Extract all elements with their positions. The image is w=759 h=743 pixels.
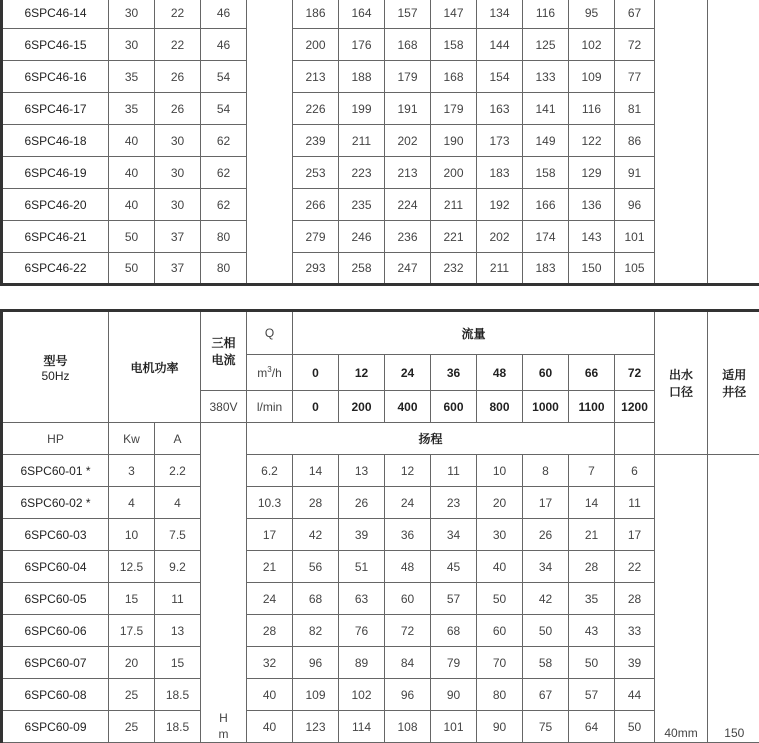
head-value-cell: 86 <box>615 125 655 157</box>
flow-lmin-cell: 1000 <box>523 391 569 423</box>
flow-lmin-cell: 200 <box>339 391 385 423</box>
table-row <box>2 189 759 221</box>
head-value-cell: 57 <box>569 679 615 711</box>
model-cell: 6SPC60-06 <box>2 615 109 647</box>
head-value-cell: 64 <box>569 711 615 743</box>
head-value-cell: 14 <box>293 455 339 487</box>
current-cell: 62 <box>201 189 247 221</box>
hp-cell: 20 <box>109 647 155 679</box>
well-diameter-value: 150 <box>708 455 759 743</box>
hp-cell: 50 <box>109 221 155 253</box>
kw-cell: 30 <box>155 125 201 157</box>
table-row <box>2 61 759 93</box>
head-value-cell: 109 <box>569 61 615 93</box>
flow-lmin-cell: 600 <box>431 391 477 423</box>
table-row <box>2 551 759 583</box>
flow-lmin-cell: 400 <box>385 391 431 423</box>
kw-cell: 18.5 <box>155 711 201 743</box>
head-value-cell: 213 <box>293 61 339 93</box>
hp-cell: 25 <box>109 711 155 743</box>
head-value-cell: 23 <box>431 487 477 519</box>
head-value-cell: 239 <box>293 125 339 157</box>
head-value-cell: 11 <box>615 487 655 519</box>
flow-m3h-cell: 60 <box>523 355 569 391</box>
head-value-cell: 50 <box>569 647 615 679</box>
hp-cell: 4 <box>109 487 155 519</box>
head-value-cell: 235 <box>339 189 385 221</box>
table-row <box>2 711 759 743</box>
head-value-cell: 10 <box>477 455 523 487</box>
head-value-cell: 183 <box>477 157 523 189</box>
current-cell: 24 <box>247 583 293 615</box>
head-value-cell: 28 <box>293 487 339 519</box>
head-value-cell: 173 <box>477 125 523 157</box>
model-cell: 6SPC46-21 <box>2 221 109 253</box>
head-value-cell: 134 <box>477 0 523 29</box>
head-value-cell: 211 <box>431 189 477 221</box>
head-value-cell: 7 <box>569 455 615 487</box>
head-value-cell: 266 <box>293 189 339 221</box>
voltage-label: 380V <box>201 391 247 423</box>
head-value-cell: 95 <box>569 0 615 29</box>
frequency-label: 50Hz <box>41 368 70 383</box>
model-cell: 6SPC46-17 <box>2 93 109 125</box>
head-value-cell: 84 <box>385 647 431 679</box>
kw-cell: 26 <box>155 61 201 93</box>
kw-cell: 9.2 <box>155 551 201 583</box>
flow-m3h-cell: 0 <box>293 355 339 391</box>
head-value-cell: 17 <box>615 519 655 551</box>
head-value-cell: 213 <box>385 157 431 189</box>
flow-header: 流量 <box>293 311 655 355</box>
head-value-cell: 51 <box>339 551 385 583</box>
head-value-cell: 174 <box>523 221 569 253</box>
hp-cell: 35 <box>109 61 155 93</box>
hp-cell: 40 <box>109 125 155 157</box>
flow-lmin-cell: 800 <box>477 391 523 423</box>
kw-cell: 4 <box>155 487 201 519</box>
head-value-cell: 60 <box>477 615 523 647</box>
head-value-cell: 81 <box>615 93 655 125</box>
hp-cell: 3 <box>109 455 155 487</box>
head-value-cell: 293 <box>293 253 339 285</box>
head-value-cell: 8 <box>523 455 569 487</box>
outlet-value: 40mm <box>655 455 708 743</box>
head-value-cell: 39 <box>615 647 655 679</box>
table-body <box>2 0 759 285</box>
flow-m3h-cell: 12 <box>339 355 385 391</box>
head-value-cell: 163 <box>477 93 523 125</box>
kw-header: Kw <box>109 423 155 455</box>
head-value-cell: 24 <box>385 487 431 519</box>
head-value-cell: 77 <box>615 61 655 93</box>
model-cell: 6SPC46-18 <box>2 125 109 157</box>
flow-m3h-cell: 24 <box>385 355 431 391</box>
outlet-label-line1: 出水 <box>669 368 694 382</box>
current-label-line1: 三相 <box>211 336 236 350</box>
pump-spec-table-6spc46 <box>0 0 759 286</box>
head-value-cell: 168 <box>385 29 431 61</box>
head-value-cell: 63 <box>339 583 385 615</box>
outlet-header <box>655 311 708 455</box>
kw-cell: 26 <box>155 93 201 125</box>
head-value-cell: 166 <box>523 189 569 221</box>
head-value-cell: 90 <box>431 679 477 711</box>
head-unit-h: H <box>219 711 228 725</box>
head-unit-m: m <box>218 727 229 741</box>
head-value-cell: 13 <box>339 455 385 487</box>
current-cell: 40 <box>247 711 293 743</box>
head-value-cell: 50 <box>477 583 523 615</box>
hp-cell: 40 <box>109 157 155 189</box>
hp-header: HP <box>2 423 109 455</box>
current-header <box>201 311 247 391</box>
well-label-line2: 井径 <box>722 385 747 399</box>
head-value-cell: 141 <box>523 93 569 125</box>
hp-cell: 30 <box>109 0 155 29</box>
head-value-cell: 133 <box>523 61 569 93</box>
current-label-line2: 电流 <box>211 353 236 367</box>
head-value-cell: 144 <box>477 29 523 61</box>
m3h-unit: $m^3/h$ <box>247 355 293 391</box>
model-cell: 6SPC60-04 <box>2 551 109 583</box>
head-value-cell: 226 <box>293 93 339 125</box>
model-cell: 6SPC46-19 <box>2 157 109 189</box>
head-value-cell: 221 <box>431 221 477 253</box>
head-value-cell: 33 <box>615 615 655 647</box>
kw-cell: 7.5 <box>155 519 201 551</box>
flow-m3h-cell: 36 <box>431 355 477 391</box>
head-value-cell: 50 <box>523 615 569 647</box>
current-cell: 54 <box>201 93 247 125</box>
table-row <box>2 29 759 61</box>
head-value-cell: 40 <box>477 551 523 583</box>
head-value-cell: 42 <box>523 583 569 615</box>
head-value-cell: 211 <box>477 253 523 285</box>
head-value-cell: 190 <box>431 125 477 157</box>
well-label-line1: 适用 <box>722 368 747 382</box>
head-value-cell: 200 <box>431 157 477 189</box>
head-value-cell: 202 <box>477 221 523 253</box>
table-row <box>2 647 759 679</box>
head-value-cell: 6 <box>615 455 655 487</box>
head-value-cell: 17 <box>523 487 569 519</box>
table-row <box>2 221 759 253</box>
current-cell: 17 <box>247 519 293 551</box>
head-value-cell: 279 <box>293 221 339 253</box>
head-value-cell: 186 <box>293 0 339 29</box>
table-row <box>2 0 759 29</box>
kw-cell: 22 <box>155 29 201 61</box>
hp-cell: 15 <box>109 583 155 615</box>
head-unit <box>201 423 247 743</box>
flow-lmin-cell: 1100 <box>569 391 615 423</box>
head-value-cell: 129 <box>569 157 615 189</box>
current-cell: 6.2 <box>247 455 293 487</box>
head-value-cell: 68 <box>293 583 339 615</box>
current-cell: 32 <box>247 647 293 679</box>
head-value-cell: 35 <box>569 583 615 615</box>
head-value-cell: 72 <box>615 29 655 61</box>
head-value-cell: 211 <box>339 125 385 157</box>
hp-cell: 35 <box>109 93 155 125</box>
head-value-cell: 188 <box>339 61 385 93</box>
kw-cell: 13 <box>155 615 201 647</box>
outlet-label-line2: 口径 <box>669 385 694 399</box>
head-value-cell: 202 <box>385 125 431 157</box>
head-value-cell: 58 <box>523 647 569 679</box>
kw-cell: 22 <box>155 0 201 29</box>
kw-cell: 11 <box>155 583 201 615</box>
model-cell: 6SPC60-01 * <box>2 455 109 487</box>
a-header: A <box>155 423 201 455</box>
well-diameter-cell <box>708 0 759 285</box>
head-value-cell: 154 <box>477 61 523 93</box>
head-value-cell: 105 <box>615 253 655 285</box>
head-value-cell: 183 <box>523 253 569 285</box>
hp-cell: 10 <box>109 519 155 551</box>
head-value-cell: 123 <box>293 711 339 743</box>
head-value-cell: 109 <box>293 679 339 711</box>
kw-cell: 18.5 <box>155 679 201 711</box>
head-value-cell: 82 <box>293 615 339 647</box>
head-value-cell: 179 <box>385 61 431 93</box>
current-cell: 40 <box>247 679 293 711</box>
head-value-cell: 147 <box>431 0 477 29</box>
head-value-cell: 48 <box>385 551 431 583</box>
head-value-cell: 34 <box>523 551 569 583</box>
head-value-cell: 75 <box>523 711 569 743</box>
head-value-cell: 11 <box>431 455 477 487</box>
head-value-cell: 34 <box>431 519 477 551</box>
model-cell: 6SPC60-07 <box>2 647 109 679</box>
head-value-cell: 168 <box>431 61 477 93</box>
head-value-cell: 199 <box>339 93 385 125</box>
head-value-cell: 76 <box>339 615 385 647</box>
flow-m3h-cell: 66 <box>569 355 615 391</box>
head-value-cell: 12 <box>385 455 431 487</box>
head-value-cell: 60 <box>385 583 431 615</box>
head-value-cell: 136 <box>569 189 615 221</box>
hp-cell: 25 <box>109 679 155 711</box>
head-value-cell: 125 <box>523 29 569 61</box>
flow-m3h-cell: 48 <box>477 355 523 391</box>
head-value-cell: 157 <box>385 0 431 29</box>
table-row <box>2 157 759 189</box>
head-header: 扬程 <box>247 423 615 455</box>
head-value-cell: 253 <box>293 157 339 189</box>
head-value-cell: 45 <box>431 551 477 583</box>
head-value-cell: 158 <box>431 29 477 61</box>
kw-cell: 37 <box>155 221 201 253</box>
head-value-cell: 67 <box>523 679 569 711</box>
current-cell: 28 <box>247 615 293 647</box>
table-row <box>2 583 759 615</box>
model-cell: 6SPC60-03 <box>2 519 109 551</box>
hp-cell: 17.5 <box>109 615 155 647</box>
current-cell: 46 <box>201 0 247 29</box>
kw-cell: 37 <box>155 253 201 285</box>
head-value-cell: 223 <box>339 157 385 189</box>
pump-spec-table-6spc60 <box>0 309 759 743</box>
model-header <box>2 311 109 423</box>
head-value-cell: 28 <box>569 551 615 583</box>
model-cell: 6SPC46-22 <box>2 253 109 285</box>
current-cell: 80 <box>201 221 247 253</box>
q-header: Q <box>247 311 293 355</box>
head-value-cell: 67 <box>615 0 655 29</box>
head-unit-cell <box>247 0 293 285</box>
head-value-cell: 164 <box>339 0 385 29</box>
model-label: 型号 <box>43 353 68 368</box>
head-value-cell: 22 <box>615 551 655 583</box>
head-value-cell: 116 <box>569 93 615 125</box>
head-value-cell: 57 <box>431 583 477 615</box>
head-value-cell: 158 <box>523 157 569 189</box>
table-body <box>2 311 759 743</box>
head-value-cell: 192 <box>477 189 523 221</box>
model-cell: 6SPC46-14 <box>2 0 109 29</box>
table-row <box>2 615 759 647</box>
head-value-cell: 30 <box>477 519 523 551</box>
table-row <box>2 487 759 519</box>
head-value-cell: 56 <box>293 551 339 583</box>
motor-power-header: 电机功率 <box>109 311 201 423</box>
head-value-cell: 36 <box>385 519 431 551</box>
head-value-cell: 101 <box>431 711 477 743</box>
model-cell: 6SPC60-05 <box>2 583 109 615</box>
head-value-cell: 224 <box>385 189 431 221</box>
lmin-unit: l/min <box>247 391 293 423</box>
head-value-cell: 68 <box>431 615 477 647</box>
model-cell: 6SPC46-15 <box>2 29 109 61</box>
table-row <box>2 253 759 285</box>
head-value-cell: 20 <box>477 487 523 519</box>
current-cell: 54 <box>201 61 247 93</box>
flow-m3h-cell: 72 <box>615 355 655 391</box>
head-value-cell: 79 <box>431 647 477 679</box>
head-value-cell: 50 <box>615 711 655 743</box>
current-cell: 80 <box>201 253 247 285</box>
head-value-cell: 258 <box>339 253 385 285</box>
kw-cell: 15 <box>155 647 201 679</box>
head-value-cell: 101 <box>615 221 655 253</box>
model-cell: 6SPC60-08 <box>2 679 109 711</box>
head-value-cell: 143 <box>569 221 615 253</box>
head-value-cell: 80 <box>477 679 523 711</box>
current-cell: 62 <box>201 125 247 157</box>
table-row <box>2 93 759 125</box>
hp-cell: 40 <box>109 189 155 221</box>
hp-cell: 12.5 <box>109 551 155 583</box>
head-value-cell: 70 <box>477 647 523 679</box>
head-value-cell: 102 <box>569 29 615 61</box>
head-value-cell: 96 <box>615 189 655 221</box>
head-value-cell: 116 <box>523 0 569 29</box>
head-value-cell: 72 <box>385 615 431 647</box>
flow-lmin-cell: 0 <box>293 391 339 423</box>
head-value-cell: 14 <box>569 487 615 519</box>
head-value-cell: 114 <box>339 711 385 743</box>
current-cell: 10.3 <box>247 487 293 519</box>
hp-cell: 30 <box>109 29 155 61</box>
model-cell: 6SPC46-20 <box>2 189 109 221</box>
well-diameter-header <box>708 311 759 455</box>
kw-cell: 30 <box>155 157 201 189</box>
head-value-cell: 122 <box>569 125 615 157</box>
kw-cell: 30 <box>155 189 201 221</box>
head-value-cell: 200 <box>293 29 339 61</box>
head-value-cell: 102 <box>339 679 385 711</box>
outlet-cell <box>655 0 708 285</box>
current-cell: 21 <box>247 551 293 583</box>
head-value-cell: 236 <box>385 221 431 253</box>
table-row <box>2 455 759 487</box>
head-value-cell: 90 <box>477 711 523 743</box>
head-value-cell: 247 <box>385 253 431 285</box>
head-value-cell: 96 <box>385 679 431 711</box>
head-value-cell: 89 <box>339 647 385 679</box>
head-value-cell: 44 <box>615 679 655 711</box>
kw-cell: 2.2 <box>155 455 201 487</box>
head-value-cell: 21 <box>569 519 615 551</box>
head-value-cell: 232 <box>431 253 477 285</box>
head-value-cell: 176 <box>339 29 385 61</box>
model-cell: 6SPC60-02 * <box>2 487 109 519</box>
table-row <box>2 125 759 157</box>
head-value-cell: 91 <box>615 157 655 189</box>
head-value-cell: 28 <box>615 583 655 615</box>
model-cell: 6SPC60-09 <box>2 711 109 743</box>
head-value-cell: 108 <box>385 711 431 743</box>
head-value-cell: 179 <box>431 93 477 125</box>
head-value-cell: 39 <box>339 519 385 551</box>
head-value-cell: 96 <box>293 647 339 679</box>
flow-lmin-cell: 1200 <box>615 391 655 423</box>
table-row <box>2 519 759 551</box>
head-value-cell: 149 <box>523 125 569 157</box>
current-cell: 46 <box>201 29 247 61</box>
head-value-cell: 26 <box>339 487 385 519</box>
head-value-cell: 246 <box>339 221 385 253</box>
current-cell: 62 <box>201 157 247 189</box>
table-row <box>2 679 759 711</box>
head-value-cell: 191 <box>385 93 431 125</box>
head-value-cell: 26 <box>523 519 569 551</box>
head-value-cell: 42 <box>293 519 339 551</box>
hp-cell: 50 <box>109 253 155 285</box>
head-value-cell: 150 <box>569 253 615 285</box>
model-cell: 6SPC46-16 <box>2 61 109 93</box>
head-value-cell: 43 <box>569 615 615 647</box>
